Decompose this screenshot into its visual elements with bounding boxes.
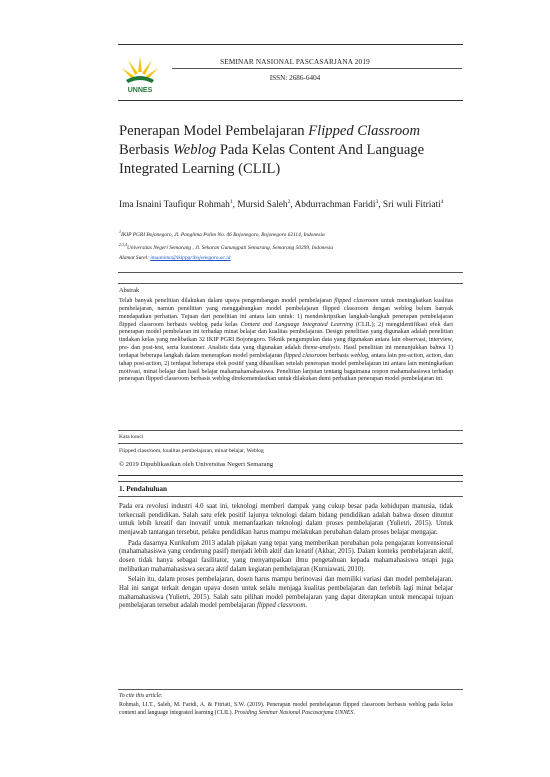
paper-title [119, 122, 439, 179]
unnes-logo [118, 52, 162, 96]
logo-text: UNNES [127, 87, 153, 94]
affiliation-2 [119, 240, 449, 253]
affil-text: IKIP PGRI Bojonegoro, Jl. Panglima Polim No. 46 Bojonegoro, Bojonegoro 62114, Indonesia [121, 231, 325, 238]
abstract-text: Telah banyak penelitian dilakukan dalam upaya pengembangan model pembelajaran [119, 298, 335, 304]
affiliations [119, 227, 449, 253]
header-top-rule [118, 44, 463, 45]
title-italic: Flipped Classroom [308, 123, 421, 139]
affil-text: Universitas Negeri Semarang , Jl. Sekaran Gunungpati Semarang, Semarang 50299, Indonesia [127, 244, 334, 251]
copyright-notice: © 2019 Dipublikasikan oleh Universitas Negeri Semarang [119, 461, 274, 468]
abstract-label-rule [118, 283, 463, 284]
title-part: Pada Kelas Content And Language Integrated Learning (CLIL) [119, 142, 425, 177]
author-affil-mark: 4 [440, 199, 444, 205]
header-bottom-rule [118, 100, 463, 101]
unnes-emblem-icon [118, 52, 162, 96]
issn: ISSN: 2686-6404 [269, 74, 321, 82]
paragraph-2: Pada dasarnya Kurikulum 2013 adalah pijakan yang tepat yang memberikan perubahan pola pengajaran konvensional (mahamahasiswa yang cenderung pasif) menjadi lebih aktif dan kreatif (Akbar, 2015). Dalam konteks pembelajaran aktif, dosen tidak hanya sebagai fasilitator, yang menyampaikan ilmu pengetahuan kepada mahamahasiswa tetapi juga melibatkan mahamahasiswa secara aktif dalam kegiatan pembelajaran (Kurniawati, 2010). [119, 539, 453, 573]
author-name: , Abdurrachman Faridi [290, 200, 376, 211]
abstract-italic: weblog [350, 352, 368, 359]
paragraph-3 [119, 576, 453, 611]
paragraph-text: Selain itu, dalam proses pembelajaran, dosen harus mampu berinovasi dan memiliki variasi dan model pembelajaran. Hal ini sangat terkait dengan upaya dosen untuk selalu menjaga kualitas pembelajaran dan terlebih lagi minat belajar mahamahasiswa (Yulietri, 2015). Salah satu pilihan model pembelajaran yang dapat diterapkan untuk mencapai tujuan pembelajaran tersebut adalah model pembelajaran [119, 576, 453, 610]
keywords-top-rule [118, 430, 463, 431]
affil-mark: 1 [119, 229, 121, 234]
title-italic: Weblog [172, 142, 217, 158]
author-name: , Sri wuli Fitriati [378, 200, 441, 211]
email-label: Alamat Surel: [119, 255, 151, 261]
author-name: , Mursid Saleh [232, 200, 288, 211]
abstract-italic: theme-analysis [303, 345, 340, 352]
section-body [119, 503, 453, 613]
corresponding-email [119, 255, 449, 261]
title-part: Penerapan Model Pembelajaran [119, 123, 309, 139]
abstract-top-rule [118, 272, 463, 273]
keywords-mid-rule [118, 443, 463, 444]
affiliation-1 [119, 227, 449, 240]
abstract-text: , antara lain pre-action, action, dan tahap post-action, 2) terdapat beberapa efek positif yang dihasilkan setelah penerapan model pembelajaran ini antara lain meningkatkan motivasi, minat belajar dan hasil belajar mahamahamahasiswa. Penelitian lanjutan tentang bagaimana respon mahamahasiswa terhadap penerapan flipped classroom berbasis weblog direkomendasikan untuk dilakukan demi perbaikan penerapan model pembelajaran ini. [119, 352, 453, 383]
paragraph-text: . [305, 602, 307, 610]
section-bottom-rule [118, 496, 463, 497]
author-name: Ima Isnaini Taufiqur Rohmah [119, 200, 230, 211]
author-affil-mark: 3 [375, 199, 379, 205]
citation-italic: Prosiding Seminar Nasional Pascasarjana UNNES [234, 710, 354, 716]
abstract-heading: Abstrak [119, 287, 140, 294]
abstract-text: . Hasil penelitian ini menunjukkan bahwa 1) terdapat beberapa langkah dalam menerapkan model pembelajaran [119, 345, 453, 359]
title-part: Berbasis [119, 142, 173, 158]
paragraph-1: Pada era revolusi industri 4.0 saat ini, teknologi memberi dampak yang cukup besar pada kehidupan manusia, tidak terkecuali pendidikan. Salah satu efek positif lajunya teknologi dalam bidang pendidikan adalah bahwa dosen dituntut untuk lebih kreatif dan inovatif untuk memanfaatkan teknologi dalam proses pembelajaran (Yulietri, 2015). Untuk menjawab tantangan tersebut, pelaku pendidikan harus mampu melakukan perubahan dalam proses belajar mengajar. [119, 503, 453, 537]
keywords-list: Flipped classroom, kualitas pembelajaran, minat belajar, Weblog [119, 448, 264, 454]
email-link[interactable]: imaanima@ikippgribojonegoro.ac.id [150, 255, 231, 261]
abstract-italic: flipped classroom [283, 352, 328, 359]
citation-text [119, 701, 453, 717]
abstract-text: berbasis [327, 352, 351, 359]
abstract-text: untuk meningkatkan kualitas pembelajaran, namun penelitian yang menggabungkan model pembelajaran flipped classroom dengan weblog belum banyak mendapatkan perhatian. Tujuan dari penelitian ini antara lain untuk: 1) mendeskripsikan langkah-langkah penerapan pembelajaran flipped classroom berbasis weblog pada kelas [119, 298, 453, 328]
section-heading: 1. Pendahuluan [119, 485, 167, 493]
author-affil-mark: 2 [287, 199, 291, 205]
copyright-rule [118, 475, 463, 476]
header-mid-rule [172, 68, 462, 69]
abstract-italic: flipped classroom [334, 298, 379, 304]
abstract-italic: Content and Language Integrated Learning [240, 321, 353, 328]
citation-part: Rohmah, I.I.T., Saleh, M. Faridi, A. & Fitriati, S.W. (2019). Penerapan model pembelajaran flipped classroom berbasis weblog pada kelas content and language integrated learning (CLIL). [119, 702, 453, 716]
author-affil-mark: 1 [229, 199, 233, 205]
seminar-name: SEMINAR NASIONAL PASCASARJANA 2019 [220, 58, 370, 66]
keywords-heading: Kata kunci [119, 434, 144, 440]
paragraph-italic: flipped classroom [256, 602, 306, 610]
affil-mark: 2,3,4 [119, 241, 127, 247]
section-top-rule [118, 481, 463, 482]
citation-label: To cite this article: [119, 693, 163, 699]
abstract-text: (CLIL); 2) mengidentifikasi efek dari penerapan model pembelaran ini terhadap minat belajar dan kualitas pembelajaran. Design penelitian yang digunakan adalah penelitian tindakan kelas yang melibatkan 32 IKIP PGRI Bojonegoro. Teknik pengumpulan data yang digunakan antara lain observasi, interview, pre- dan post-test, serta kuesioner. Analisis data yang digunakan adalah [119, 321, 453, 352]
author-list [119, 196, 449, 212]
citation-part: . [353, 710, 355, 716]
abstract-body [119, 298, 453, 384]
citation-rule [118, 689, 463, 690]
